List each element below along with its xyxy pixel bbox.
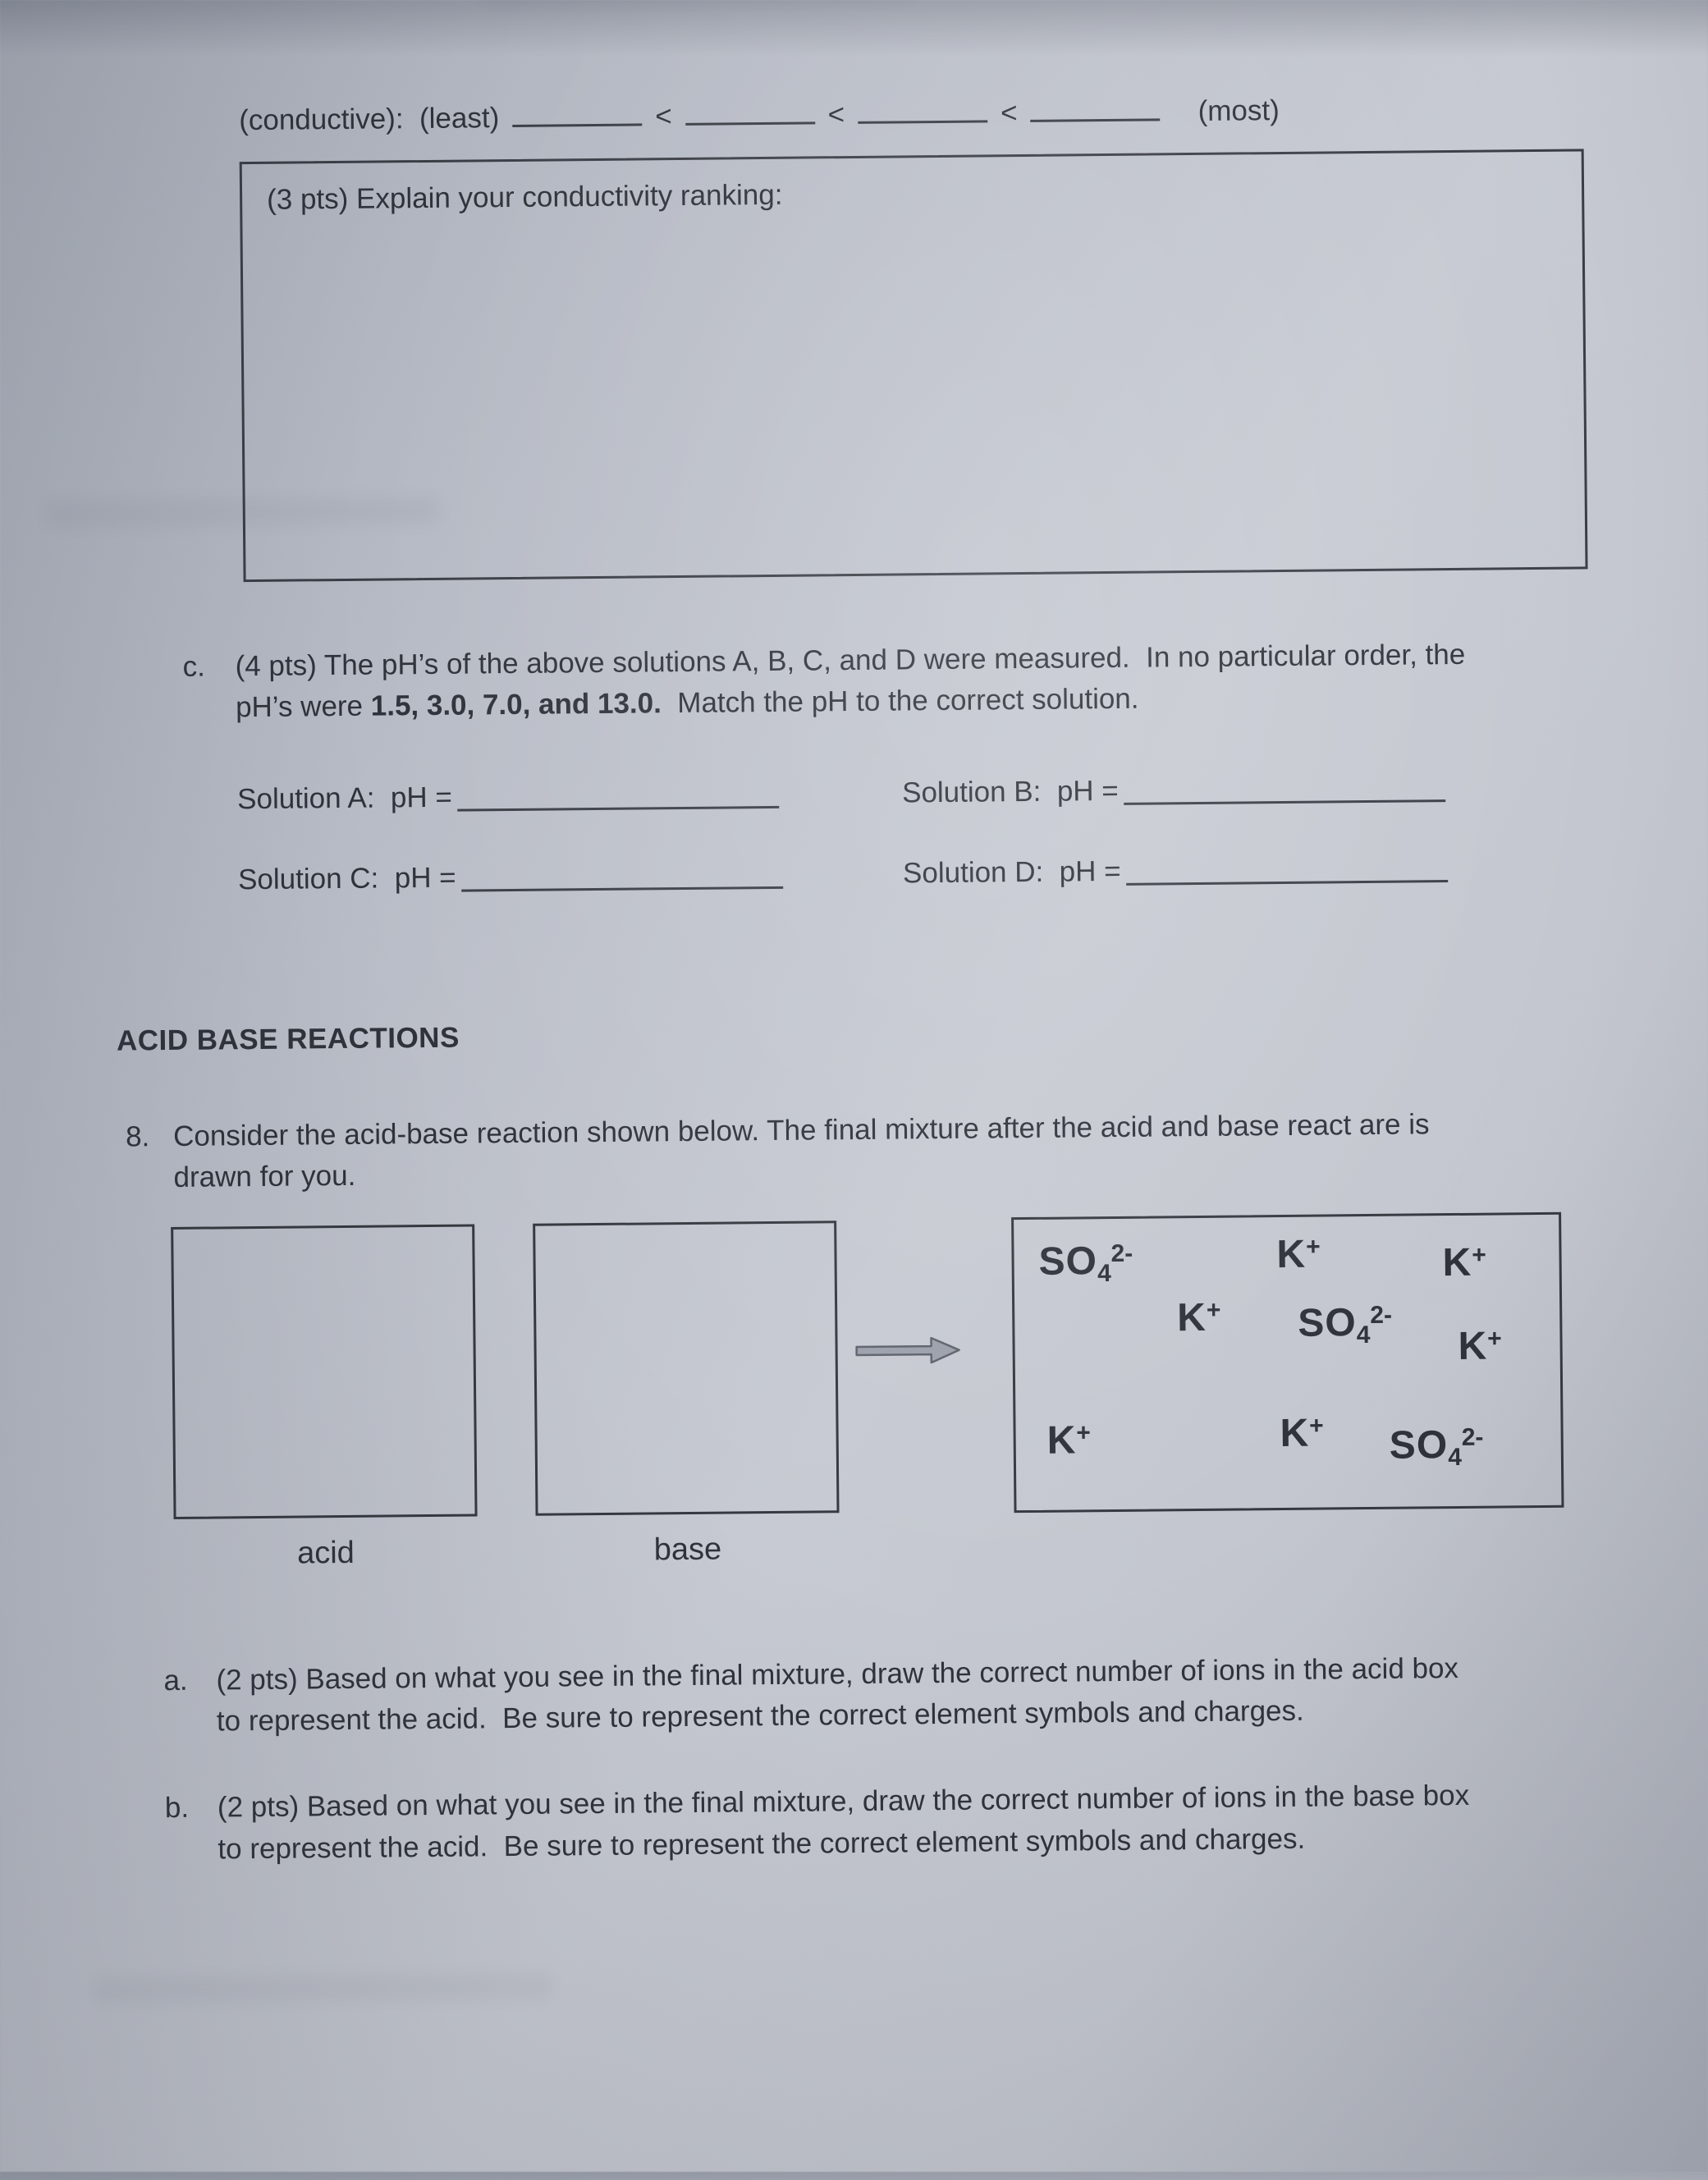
solution-c-blank [461,864,783,892]
part-c-text: (4 pts) The pH’s of the above solutions A, B, C, and D were measured. In no particular order, the pH’s were 1.5, 3.0, 7.0, and 13.0. Match the pH to the correct solution. [235,638,1474,724]
solution-b-label: Solution B: pH = [901,774,1119,809]
solution-ph-blanks [237,769,1708,896]
part-c-question [182,632,1706,730]
solution-a-blank [457,784,779,812]
solution-d-label: Solution D: pH = [902,854,1121,890]
diagram-box-labels [121,1523,1708,1583]
item-b-text: (2 pts) Based on what you see in the final mixture, draw the correct number of ions in the base box to represent the acid. Be sure to represent the correct element symbols and charges. [217,1779,1478,1866]
less-than-symbol: < [827,98,845,131]
potassium-ion: K+ [1046,1417,1091,1463]
part-c-marker: c. [182,650,206,683]
item-a-text: (2 pts) Based on what you see in the final mixture, draw the correct number of ions in the acid box to represent the acid. Be sure to represent the correct element symbols and charges. [216,1651,1467,1738]
bleedthrough-ghost [93,1973,552,2004]
base-box-label: base [653,1532,722,1567]
item-b-instruction [165,1773,1708,1871]
base-box [533,1221,839,1516]
solution-c-label: Solution C: pH = [237,861,456,895]
reaction-diagram [118,1211,1708,1523]
solution-b-blank [1124,777,1445,805]
sulfate-ion: $SO_4^{2-}$ [1389,1422,1484,1471]
ranking-blank-1 [512,101,642,127]
bleedthrough-ghost [484,0,911,3]
less-than-symbol: < [1000,97,1018,130]
potassium-ion: K+ [1458,1324,1502,1368]
solution-d-blank [1125,858,1447,886]
item-a-instruction [163,1646,1708,1743]
solution-row-cd [238,850,1708,896]
less-than-symbol: < [655,100,672,133]
potassium-ion: K+ [1280,1411,1324,1455]
conductivity-prefix-label: (conductive): (least) [239,102,500,137]
question-8-marker: 8. [125,1120,150,1153]
ranking-blank-4 [1030,96,1160,122]
item-b-marker: b. [164,1792,190,1825]
acid-box-label: acid [296,1535,355,1571]
sulfate-ion: $SO_4^{2-}$ [1298,1300,1393,1349]
ranking-blank-3 [858,98,987,124]
acid-base-section-heading: ACID BASE REACTIONS [116,1021,460,1057]
question-8 [126,1101,1708,1199]
right-arrow-icon [854,1330,962,1369]
conductivity-ranking-line [239,90,1701,137]
ph-values-bold: 1.5, 3.0, 7.0, and 13.0. [370,687,662,723]
item-a-marker: a. [163,1664,188,1697]
acid-box [171,1224,477,1519]
question-8-text: Consider the acid-base reaction shown below. The final mixture after the acid and base react are is drawn for you. [172,1107,1438,1194]
explain-box-label: (3 pts) Explain your conductivity ranking: [266,178,783,216]
solution-row-ab [237,769,1707,816]
potassium-ion: K+ [1177,1295,1221,1340]
sulfate-ion: $SO_4^{2-}$ [1038,1239,1133,1287]
potassium-ion: K+ [1442,1240,1486,1285]
bleedthrough-ghost [46,497,440,529]
conductivity-most-label: (most) [1197,94,1280,127]
explanation-answer-box [240,149,1588,582]
potassium-ion: K+ [1276,1232,1321,1276]
solution-a-label: Solution A: pH = [236,781,453,815]
final-mixture-box [1011,1211,1564,1512]
ranking-blank-2 [685,99,815,126]
